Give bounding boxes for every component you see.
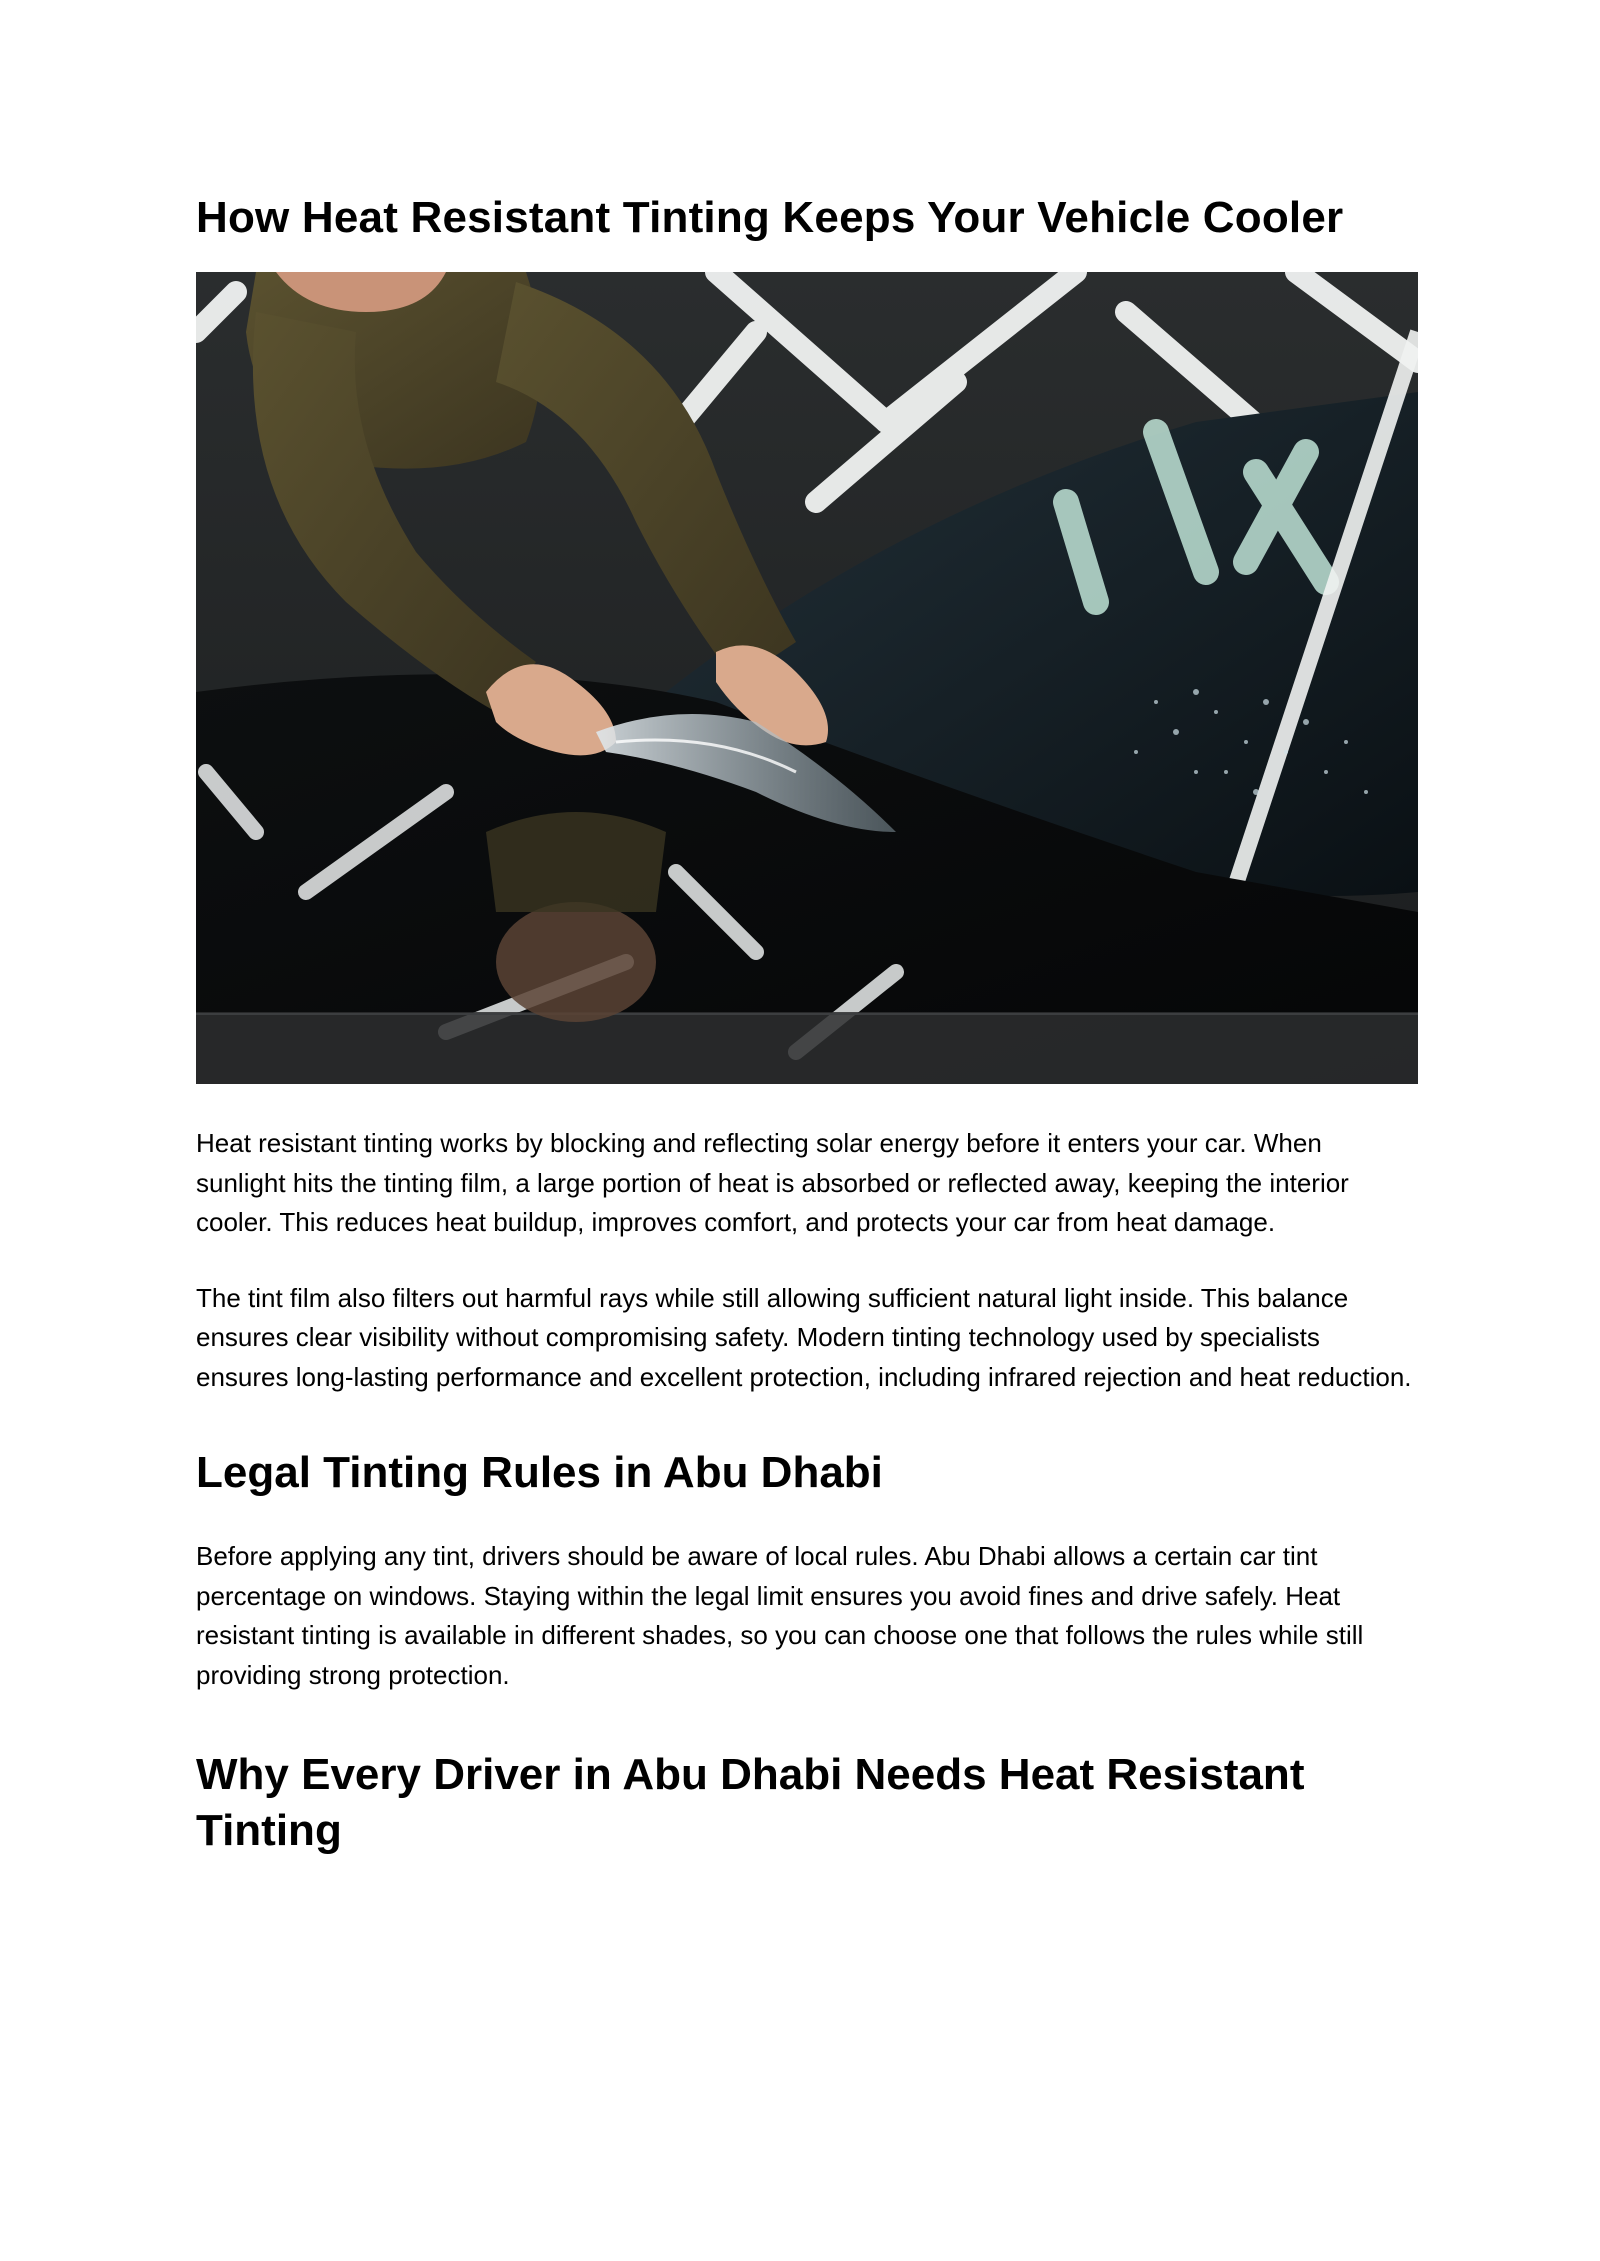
heading-legal-rules: Legal Tinting Rules in Abu Dhabi: [196, 1448, 883, 1497]
car-tint-photo: [196, 272, 1418, 1084]
photo-illustration: [196, 272, 1418, 1084]
paragraph-tint-film: The tint film also filters out harmful rays while still allowing sufficient natural light inside. This balance ensures clear visibility without compromising safety. Modern tinting technology used by specialists ensures long-lasting performance and excellent protection, including infrared rejection and heat reduction.: [196, 1282, 1412, 1392]
article-title: How Heat Resistant Tinting Keeps Your Vehicle Cooler: [196, 193, 1344, 242]
paragraph-legal-rules: Before applying any tint, drivers should be aware of local rules. Abu Dhabi allows a certain car tint percentage on windows. Staying within the legal limit ensures you avoid fines and drive safely. Heat resistant tinting is available in different shades, so you can choose one that follows the rules while still providing strong protection.: [196, 1541, 1364, 1690]
heading-why-every-driver: Why Every Driver in Abu Dhabi Needs Heat Resistant Tinting: [196, 1750, 1305, 1855]
article-body: [196, 190, 1416, 1859]
paragraph-heat-tinting: Heat resistant tinting works by blocking and reflecting solar energy before it enters your car. When sunlight hits the tinting film, a large portion of heat is absorbed or reflected away, keeping the interior cooler. This reduces heat buildup, improves comfort, and protects your car from heat damage.: [196, 1128, 1349, 1237]
